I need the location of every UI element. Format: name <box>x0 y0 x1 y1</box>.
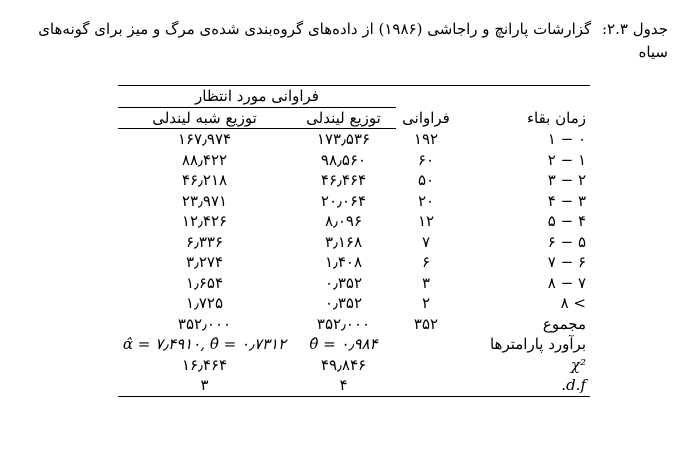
cell-time: ۳ − ۴ <box>547 191 586 210</box>
caption-label: جدول ۲.۳: <box>601 20 668 38</box>
col-header-frequency: فراوانی <box>402 109 450 127</box>
cell-frequency: ۳ <box>421 273 431 292</box>
cell-frequency: ۳۵۲ <box>413 314 439 333</box>
estimate-label: برآورد پارامترها <box>489 335 586 353</box>
table-row <box>118 314 590 335</box>
cell-quasi-lindley: ۸۸٫۴۲۲ <box>181 150 228 169</box>
df-label: d.f. <box>456 375 590 396</box>
cell-time: ۶ − ۷ <box>547 253 586 271</box>
table-row-chi <box>118 355 590 376</box>
table-caption <box>14 18 668 64</box>
table-row-df <box>118 375 590 396</box>
table-row <box>118 170 590 191</box>
cell-time: > ۸ <box>560 294 586 312</box>
cell-quasi-lindley: ۴۶٫۲۱۸ <box>181 171 228 189</box>
table-row <box>118 293 590 314</box>
estimate-quasi-lindley: α̂ = ۷٫۴۹۱۰, θ̂ = ۰٫۷۳۱۲ <box>122 335 287 353</box>
cell-time: ۵ − ۶ <box>547 232 586 251</box>
col-header-time: زمان بقاء <box>526 109 586 127</box>
header-row-columns <box>118 107 590 129</box>
data-table-wrapper <box>118 85 590 397</box>
cell-lindley: ۰٫۳۵۲ <box>324 273 363 292</box>
cell-quasi-lindley: ۱۲٫۴۲۶ <box>181 212 228 230</box>
cell-lindley: ۳٫۱۶۸ <box>324 232 363 251</box>
cell-quasi-lindley: ۲۳٫۹۷۱ <box>181 191 228 210</box>
chi-lindley: ۴۹٫۸۴۶ <box>320 355 367 374</box>
cell-quasi-lindley: ۱۶۷٫۹۷۴ <box>177 130 232 148</box>
cell-time: مجموع <box>542 314 586 333</box>
table-row <box>118 150 590 171</box>
table-row <box>118 191 590 212</box>
cell-lindley: ۱۷۳٫۵۳۶ <box>316 130 371 148</box>
cell-frequency: ۵۰ <box>417 171 435 189</box>
cell-time: ۱ − ۲ <box>547 150 586 169</box>
estimate-lindley: θ̂ = ۰٫۹۸۴ <box>309 335 378 353</box>
cell-time: ۴ − ۵ <box>547 212 586 230</box>
table-row <box>118 129 590 150</box>
cell-quasi-lindley: ۱٫۶۵۴ <box>185 273 224 292</box>
data-table <box>118 85 590 397</box>
chi-label: χ² <box>570 355 586 374</box>
table-row-estimate <box>118 334 590 355</box>
col-header-lindley: توزیع لیندلی <box>291 107 396 129</box>
header-row-group <box>118 86 590 108</box>
cell-time: ۰ − ۱ <box>547 129 586 148</box>
cell-lindley: ۰٫۳۵۲ <box>324 294 363 312</box>
cell-frequency: ۱۲ <box>417 212 435 230</box>
cell-lindley: ۹۸٫۵۶۰ <box>320 150 367 169</box>
cell-quasi-lindley: ۱٫۷۲۵ <box>185 294 224 312</box>
cell-lindley: ۱٫۴۰۸ <box>324 253 363 271</box>
cell-lindley: ۳۵۲٫۰۰۰ <box>316 314 371 333</box>
cell-frequency: ۱۹۲ <box>413 129 439 148</box>
table-row <box>118 211 590 232</box>
cell-time: ۷ − ۸ <box>547 273 586 292</box>
table-row <box>118 273 590 294</box>
table-row <box>118 232 590 253</box>
cell-lindley: ۴۶٫۴۶۴ <box>320 171 367 189</box>
chi-quasi-lindley: ۱۶٫۴۶۴ <box>181 355 228 374</box>
cell-quasi-lindley: ۶٫۳۳۶ <box>185 232 224 251</box>
col-header-quasi-lindley: توزیع شبه لیندلی <box>118 107 291 129</box>
cell-quasi-lindley: ۳٫۲۷۴ <box>185 253 224 271</box>
cell-time: ۲ − ۳ <box>547 171 586 189</box>
df-lindley: ۴ <box>291 375 396 396</box>
cell-lindley: ۲۰٫۰۶۴ <box>320 191 367 210</box>
group-header: فراوانی مورد انتظار <box>118 86 396 108</box>
cell-frequency: ۷ <box>421 232 431 251</box>
df-quasi-lindley: ۳ <box>118 375 291 396</box>
cell-frequency: ۶۰ <box>417 150 435 169</box>
cell-frequency: ۲۰ <box>417 191 435 210</box>
table-row <box>118 252 590 273</box>
cell-quasi-lindley: ۳۵۲٫۰۰۰ <box>177 314 232 333</box>
caption-text: گزارشات پارانچ و راجاشی (۱۹۸۶) از داده‌های گروه‌بندی شده‌ی مرگ و میز برای گونه‌های سیاه <box>38 20 668 61</box>
cell-lindley: ۸٫۰۹۶ <box>324 212 363 230</box>
cell-frequency: ۶ <box>421 253 431 271</box>
cell-frequency: ۲ <box>421 294 431 312</box>
